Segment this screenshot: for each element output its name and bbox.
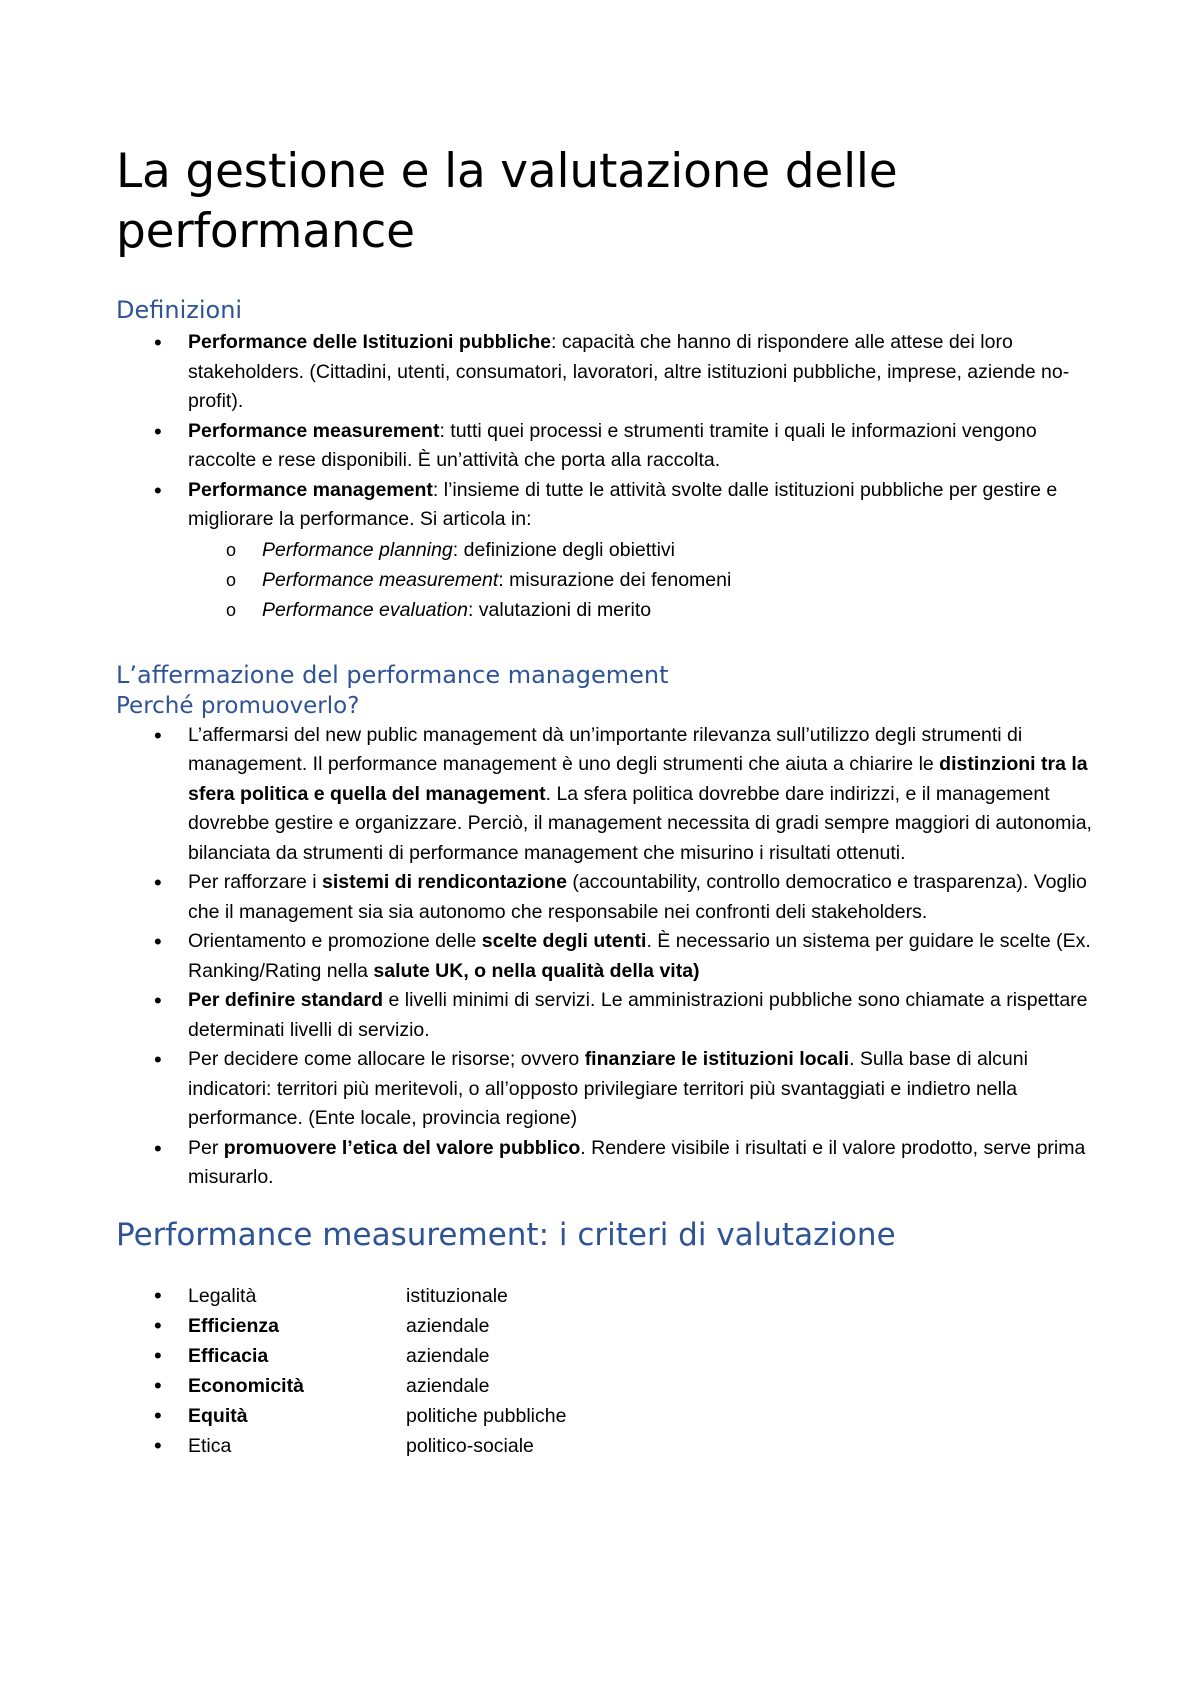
list-item: • Per promuovere l’etica del valore pubblico. Rendere visibile i risultati e il valore prodotto, serve prima misurarlo. xyxy=(116,1134,1100,1193)
sublist-item: o Performance measurement: misurazione dei fenomeni xyxy=(188,565,1100,595)
criteria-item: • Efficacia aziendale xyxy=(116,1341,1100,1371)
criteria-item: • Etica politico-sociale xyxy=(116,1431,1100,1461)
document-title: La gestione e la valutazione delle performance xyxy=(116,144,898,259)
management-sublist xyxy=(188,535,1100,625)
definitions-list xyxy=(116,328,1100,625)
section-heading-criteri: Performance measurement: i criteri di valutazione xyxy=(116,1216,896,1253)
criteria-item: • Economicità aziendale xyxy=(116,1371,1100,1401)
list-item: • Orientamento e promozione delle scelte degli utenti. È necessario un sistema per guidare le scelte (Ex. Ranking/Rating nella salute UK, o nella qualità della vita) xyxy=(116,927,1100,986)
subheading-perche: Perché promuoverlo? xyxy=(116,692,360,719)
list-item: • Per decidere come allocare le risorse; ovvero finanziare le istituzioni locali. Sulla base di alcuni indicatori: territori più meritevoli, o all’opposto privilegiare territori più svantaggiati e indietro nella performance. (Ente locale, provincia regione) xyxy=(116,1045,1100,1134)
list-item: • Performance management: l’insieme di tutte le attività svolte dalle istituzioni pubbliche per gestire e migliorare la performance. Si articola in: o Performance planning: definizione degli obiettivi o Performance measurement: misurazione dei fenomeni o Performance evaluation: valutazioni di merito xyxy=(116,476,1100,625)
criteria-item: • Legalità istituzionale xyxy=(116,1281,1100,1311)
list-item: • Per rafforzare i sistemi di rendicontazione (accountability, controllo democratico e trasparenza). Voglio che il management sia sia autonomo che responsabile nei confronti deli stakeholders. xyxy=(116,868,1100,927)
criteria-item: • Efficienza aziendale xyxy=(116,1311,1100,1341)
section-heading-affermazione: L’affermazione del performance management xyxy=(116,660,669,689)
list-item: • Performance measurement: tutti quei processi e strumenti tramite i quali le informazioni vengono raccolte e rese disponibili. È un’attività che porta alla raccolta. xyxy=(116,417,1100,476)
reasons-list xyxy=(116,721,1100,1193)
list-item: • Per definire standard e livelli minimi di servizi. Le amministrazioni pubbliche sono chiamate a rispettare determinati livelli di servizio. xyxy=(116,986,1100,1045)
sublist-item: o Performance planning: definizione degli obiettivi xyxy=(188,535,1100,565)
sublist-item: o Performance evaluation: valutazioni di merito xyxy=(188,595,1100,625)
criteria-item: • Equità politiche pubbliche xyxy=(116,1401,1100,1431)
criteria-list xyxy=(116,1281,1100,1461)
list-item: • L’affermarsi del new public management dà un’importante rilevanza sull’utilizzo degli strumenti di management. Il performance management è uno degli strumenti che aiuta a chiarire le distinzioni tra la sfera politica e quella del management. La sfera politica dovrebbe dare indirizzi, e il management dovrebbe gestire e organizzare. Perciò, il management necessita di gradi sempre maggiori di autonomia, bilanciata da strumenti di performance management che misurino i risultati ottenuti. xyxy=(116,721,1100,869)
list-item: • Performance delle Istituzioni pubbliche: capacità che hanno di rispondere alle attese dei loro stakeholders. (Cittadini, utenti, consumatori, lavoratori, altre istituzioni pubbliche, imprese, aziende no-profit). xyxy=(116,328,1100,417)
section-heading-definizioni: Definizioni xyxy=(116,296,243,324)
